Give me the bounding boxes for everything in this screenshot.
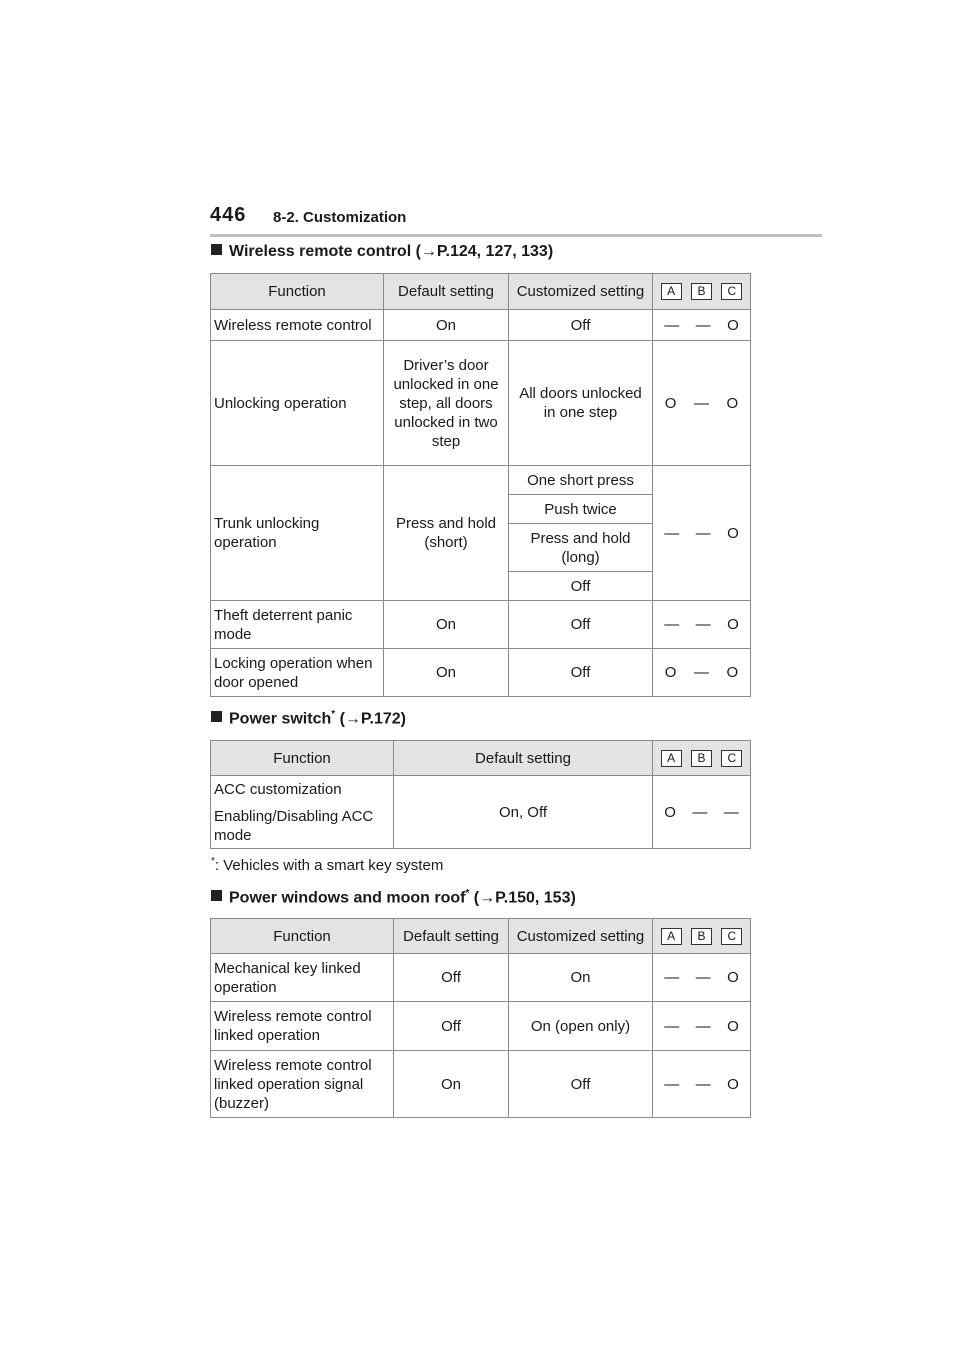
abc-cell: — — O <box>653 601 751 649</box>
default-cell: Off <box>394 954 509 1002</box>
footnote <box>211 856 443 874</box>
function-cell: Trunk unlocking operation <box>211 466 384 601</box>
column-header-customized: Customized setting <box>509 274 653 310</box>
power-switch-heading <box>211 709 406 728</box>
function-cell: Wireless remote control linked operation <box>211 1002 394 1051</box>
letter-b-box: B <box>691 750 712 767</box>
letter-a-box: A <box>661 283 682 300</box>
default-cell: On <box>384 310 509 341</box>
square-bullet-icon <box>211 890 222 901</box>
column-header-default: Default setting <box>394 919 509 954</box>
letter-c-box: C <box>721 283 742 300</box>
power-switch-ref: (→P.172) <box>335 710 407 728</box>
abc-cell: — — O <box>653 1051 751 1118</box>
abc-cell: O — O <box>653 649 751 697</box>
abc-cell: O — O <box>653 341 751 466</box>
default-cell: On <box>394 1051 509 1118</box>
page-header <box>210 204 822 234</box>
letter-a-box: A <box>661 750 682 767</box>
table-row <box>211 310 751 341</box>
customized-option: One short press <box>509 466 653 495</box>
power-switch-table <box>210 740 751 849</box>
table-row <box>211 776 751 849</box>
default-cell: Driver’s door unlocked in one step, all doors unlocked in two step <box>384 341 509 466</box>
column-header-abc <box>653 274 751 310</box>
column-header-default: Default setting <box>384 274 509 310</box>
function-line: Enabling/Disabling ACC mode <box>214 807 374 844</box>
function-cell: Wireless remote control linked operation signal (buzzer) <box>211 1051 394 1118</box>
footnote-mark: * <box>331 709 336 720</box>
letter-b-box: B <box>691 283 712 300</box>
function-cell: Wireless remote control <box>211 310 384 341</box>
wireless-remote-table <box>210 273 751 697</box>
table-row <box>211 649 751 697</box>
column-header-default: Default setting <box>394 741 653 776</box>
table-header-row <box>211 919 751 954</box>
default-cell: On <box>384 601 509 649</box>
power-switch-title: Power switch <box>229 710 332 728</box>
function-cell: Theft deterrent panic mode <box>211 601 384 649</box>
footnote-text: : Vehicles with a smart key system <box>214 857 444 874</box>
function-cell: Unlocking operation <box>211 341 384 466</box>
customized-cell: Off <box>509 601 653 649</box>
footnote-mark: * <box>211 856 215 867</box>
header-divider <box>210 234 822 237</box>
default-cell: Off <box>394 1002 509 1051</box>
abc-cell: O — — <box>653 776 751 849</box>
letter-c-box: C <box>721 928 742 945</box>
letter-c-box: C <box>721 750 742 767</box>
section-title: 8-2. Customization <box>273 209 407 226</box>
square-bullet-icon <box>211 711 222 722</box>
table-row <box>211 601 751 649</box>
table-row <box>211 1002 751 1051</box>
letter-a-box: A <box>661 928 682 945</box>
customized-cell: All doors unlocked in one step <box>509 341 653 466</box>
function-cell: Mechanical key linked operation <box>211 954 394 1002</box>
default-cell: Press and hold (short) <box>384 466 509 601</box>
function-line: ACC customization <box>214 780 342 798</box>
page-number: 446 <box>210 204 247 226</box>
function-cell: Locking operation when door opened <box>211 649 384 697</box>
power-windows-heading <box>211 888 576 907</box>
power-windows-table <box>210 918 751 1118</box>
customized-option: Press and hold (long) <box>509 524 653 572</box>
wireless-remote-heading <box>211 243 553 261</box>
customized-cell: Off <box>509 1051 653 1118</box>
customized-option: Push twice <box>509 495 653 524</box>
footnote-mark: * <box>465 888 470 899</box>
letter-b-box: B <box>691 928 712 945</box>
function-cell <box>211 776 394 849</box>
column-header-function: Function <box>211 274 384 310</box>
table-row <box>211 954 751 1002</box>
power-windows-ref: (→P.150, 153) <box>469 889 576 907</box>
default-cell: On, Off <box>394 776 653 849</box>
abc-cell: — — O <box>653 954 751 1002</box>
customized-option: Off <box>509 572 653 601</box>
square-bullet-icon <box>211 244 222 255</box>
customized-cell: On (open only) <box>509 1002 653 1051</box>
column-header-function: Function <box>211 741 394 776</box>
power-windows-title: Power windows and moon roof <box>229 889 466 907</box>
column-header-customized: Customized setting <box>509 919 653 954</box>
column-header-function: Function <box>211 919 394 954</box>
column-header-abc <box>653 919 751 954</box>
table-header-row <box>211 274 751 310</box>
abc-cell: — — O <box>653 1002 751 1051</box>
customized-cell: Off <box>509 649 653 697</box>
abc-cell: — — O <box>653 310 751 341</box>
table-row <box>211 1051 751 1118</box>
customized-cell: On <box>509 954 653 1002</box>
default-cell: On <box>384 649 509 697</box>
table-row <box>211 341 751 466</box>
customized-cell: Off <box>509 310 653 341</box>
wireless-remote-title: Wireless remote control (→P.124, 127, 133) <box>229 243 554 260</box>
table-header-row <box>211 741 751 776</box>
abc-cell: — — O <box>653 466 751 601</box>
table-row <box>211 466 751 495</box>
column-header-abc <box>653 741 751 776</box>
